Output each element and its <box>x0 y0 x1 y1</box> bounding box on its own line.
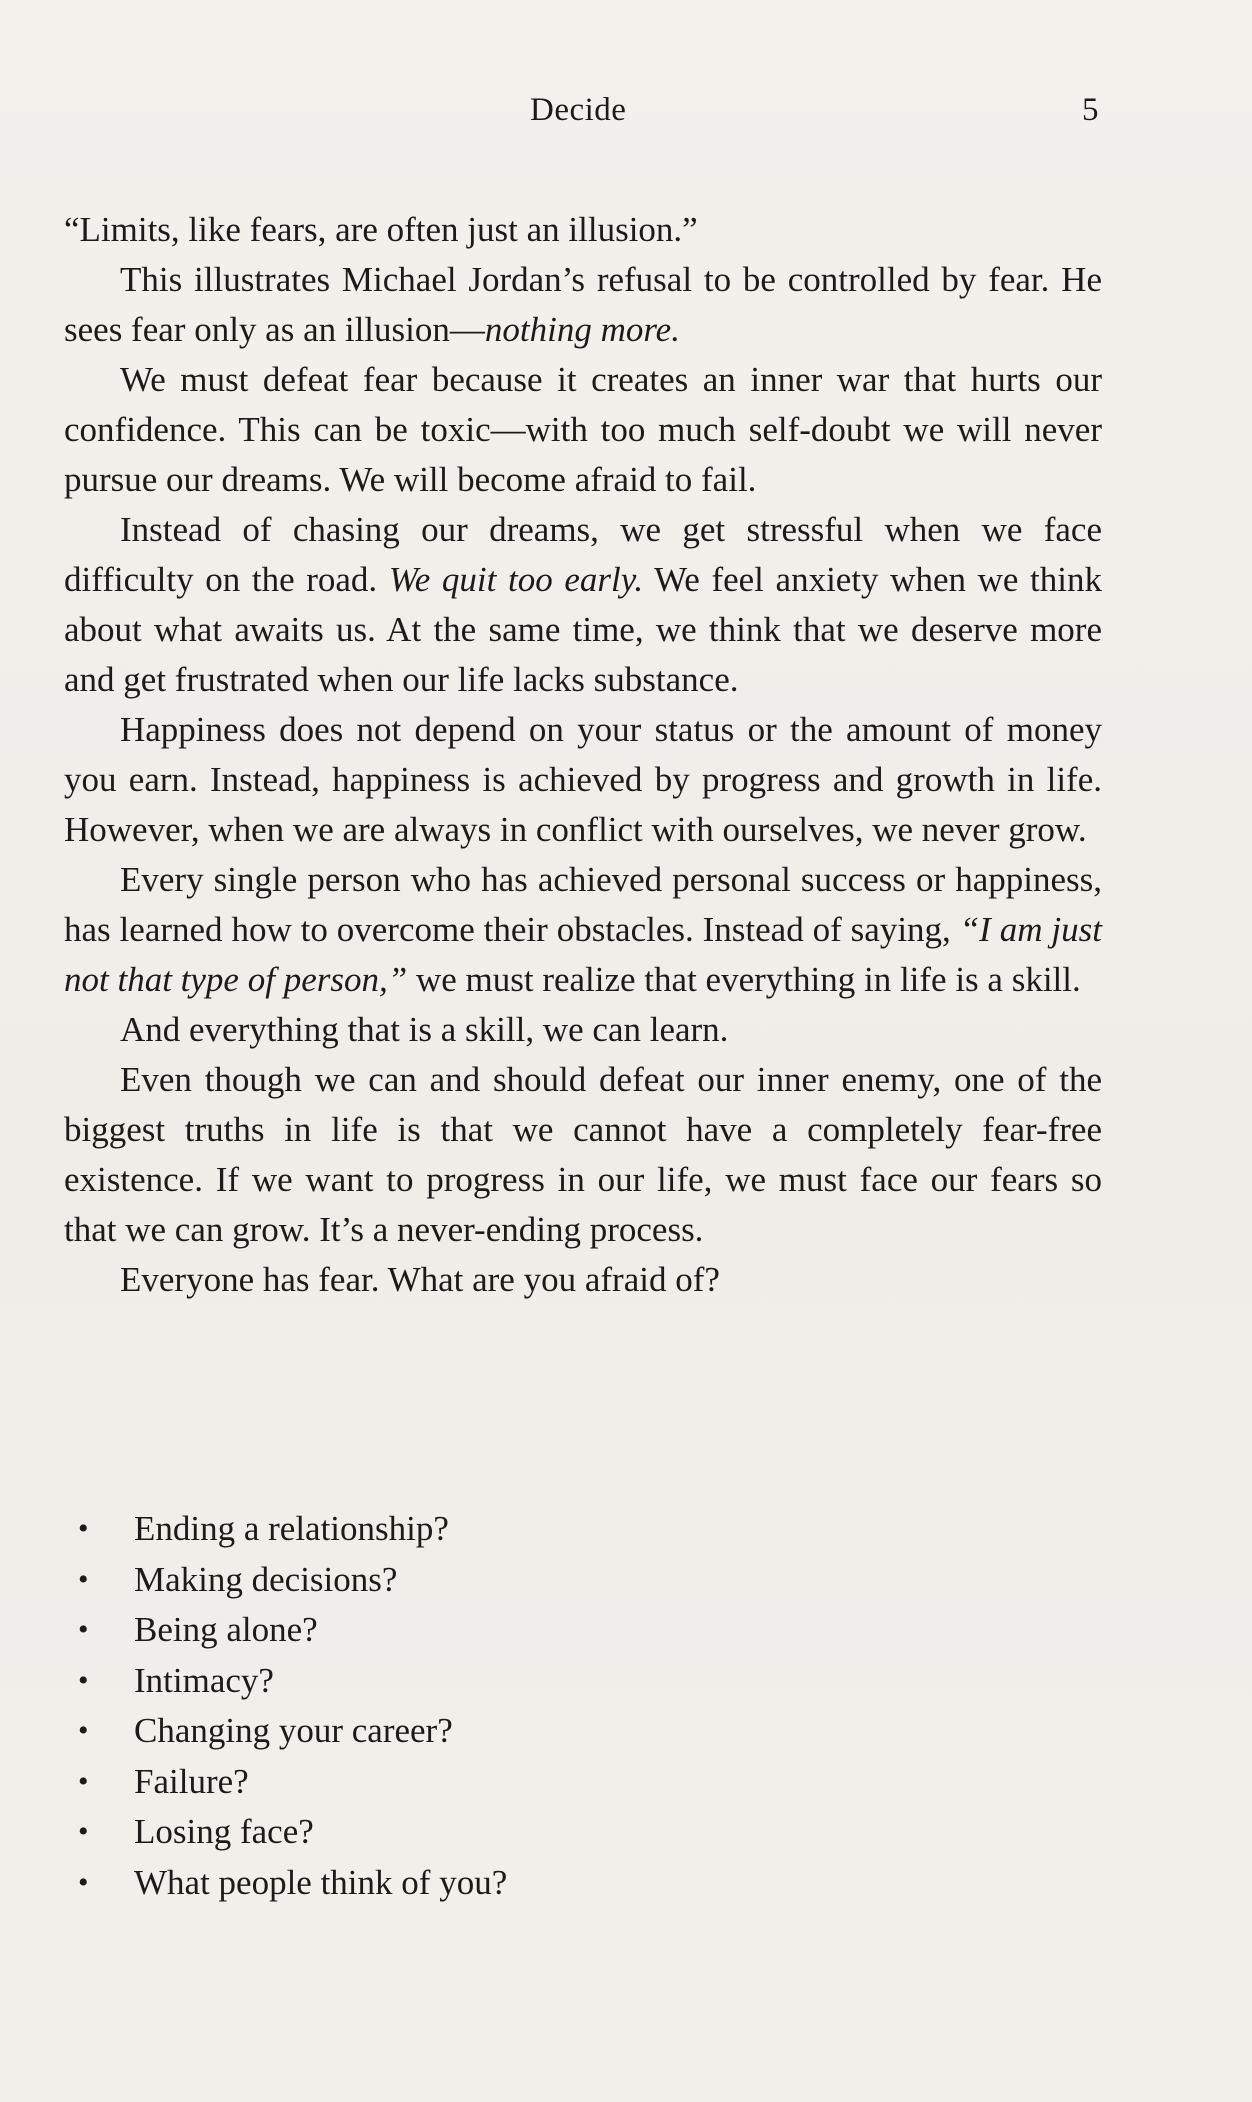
bullet-icon: • <box>78 1764 89 1798</box>
bullet-icon: • <box>78 1865 89 1899</box>
list-item-text: Making decisions? <box>134 1559 398 1599</box>
paragraph-text: Instead of chasing our dreams, we get stressful when we face difficulty on the road. <box>64 510 1102 599</box>
paragraph-learn <box>64 1005 1102 1055</box>
bullet-icon: • <box>78 1663 89 1697</box>
body-text <box>64 205 1102 1305</box>
list-item-text: Failure? <box>134 1761 249 1801</box>
list-item <box>64 1757 964 1808</box>
emphasis-text: “I am just not that type of person,” <box>64 910 1102 999</box>
paragraph-quote <box>64 205 1102 255</box>
paragraph-happiness <box>64 705 1102 855</box>
list-item <box>64 1656 964 1707</box>
paragraph-text: This illustrates Michael Jordan’s refusal to be controlled by fear. He sees fear only as an illusion— <box>64 260 1102 349</box>
bullet-icon: • <box>78 1613 89 1646</box>
paragraph-text: We feel anxiety when we think about what awaits us. At the same time, we think that we deserve more and get frustrated when our life lacks substance. <box>64 560 1102 699</box>
paragraph-jordan <box>64 255 1102 355</box>
paragraph-text: we must realize that everything in life is a skill. <box>407 960 1081 999</box>
list-item <box>64 1504 964 1555</box>
paragraph-text: Happiness does not depend on your status or the amount of money you earn. Instead, happiness is achieved by progress and growth in life. However, when we are always in conflict with ourselves, we never grow. <box>64 710 1102 849</box>
paragraph-text: We must defeat fear because it creates an inner war that hurts our confidence. This can be toxic—with too much self-doubt we will never pursue our dreams. We will become afraid to fail. <box>64 360 1102 499</box>
page-number: 5 <box>1082 92 1099 128</box>
paragraph-text: Every single person who has achieved personal success or happiness, has learned how to overcome their obstacles. Instead of saying, <box>64 860 1102 949</box>
emphasis-text: We quit too early. <box>388 560 644 599</box>
paragraph-skill <box>64 855 1102 1005</box>
list-item <box>64 1858 964 1909</box>
bullet-icon: • <box>78 1714 89 1747</box>
paragraph-question <box>64 1255 1102 1305</box>
list-item <box>64 1555 964 1606</box>
paragraph-inner-enemy <box>64 1055 1102 1255</box>
paragraph-defeat-fear <box>64 355 1102 505</box>
list-item-text: Losing face? <box>134 1812 314 1851</box>
bullet-icon: • <box>78 1562 89 1596</box>
running-title: Decide <box>530 92 627 128</box>
list-item <box>64 1605 964 1656</box>
paragraph-text: And everything that is a skill, we can learn. <box>120 1010 729 1049</box>
quote-text: “Limits, like fears, are often just an illusion.” <box>64 210 698 249</box>
bullet-icon: • <box>78 1815 89 1848</box>
list-item <box>64 1807 964 1858</box>
list-item-text: Being alone? <box>134 1610 318 1649</box>
bullet-icon: • <box>78 1512 89 1545</box>
paragraph-text: Even though we can and should defeat our inner enemy, one of the biggest truths in life is that we cannot have a completely fear-free existence. If we want to progress in our life, we must face our fears so that we can grow. It’s a never-ending process. <box>64 1060 1102 1249</box>
paragraph-text: Everyone has fear. What are you afraid of? <box>120 1260 720 1299</box>
list-item-text: Changing your career? <box>134 1711 453 1750</box>
list-item-text: Intimacy? <box>134 1660 274 1700</box>
paragraph-chasing-dreams <box>64 505 1102 705</box>
emphasis-text: nothing more. <box>484 310 680 349</box>
list-item-text: Ending a relationship? <box>134 1509 449 1548</box>
list-item <box>64 1706 964 1757</box>
list-item-text: What people think of you? <box>134 1862 508 1902</box>
fear-list <box>64 1504 964 1908</box>
running-head <box>0 92 1252 136</box>
